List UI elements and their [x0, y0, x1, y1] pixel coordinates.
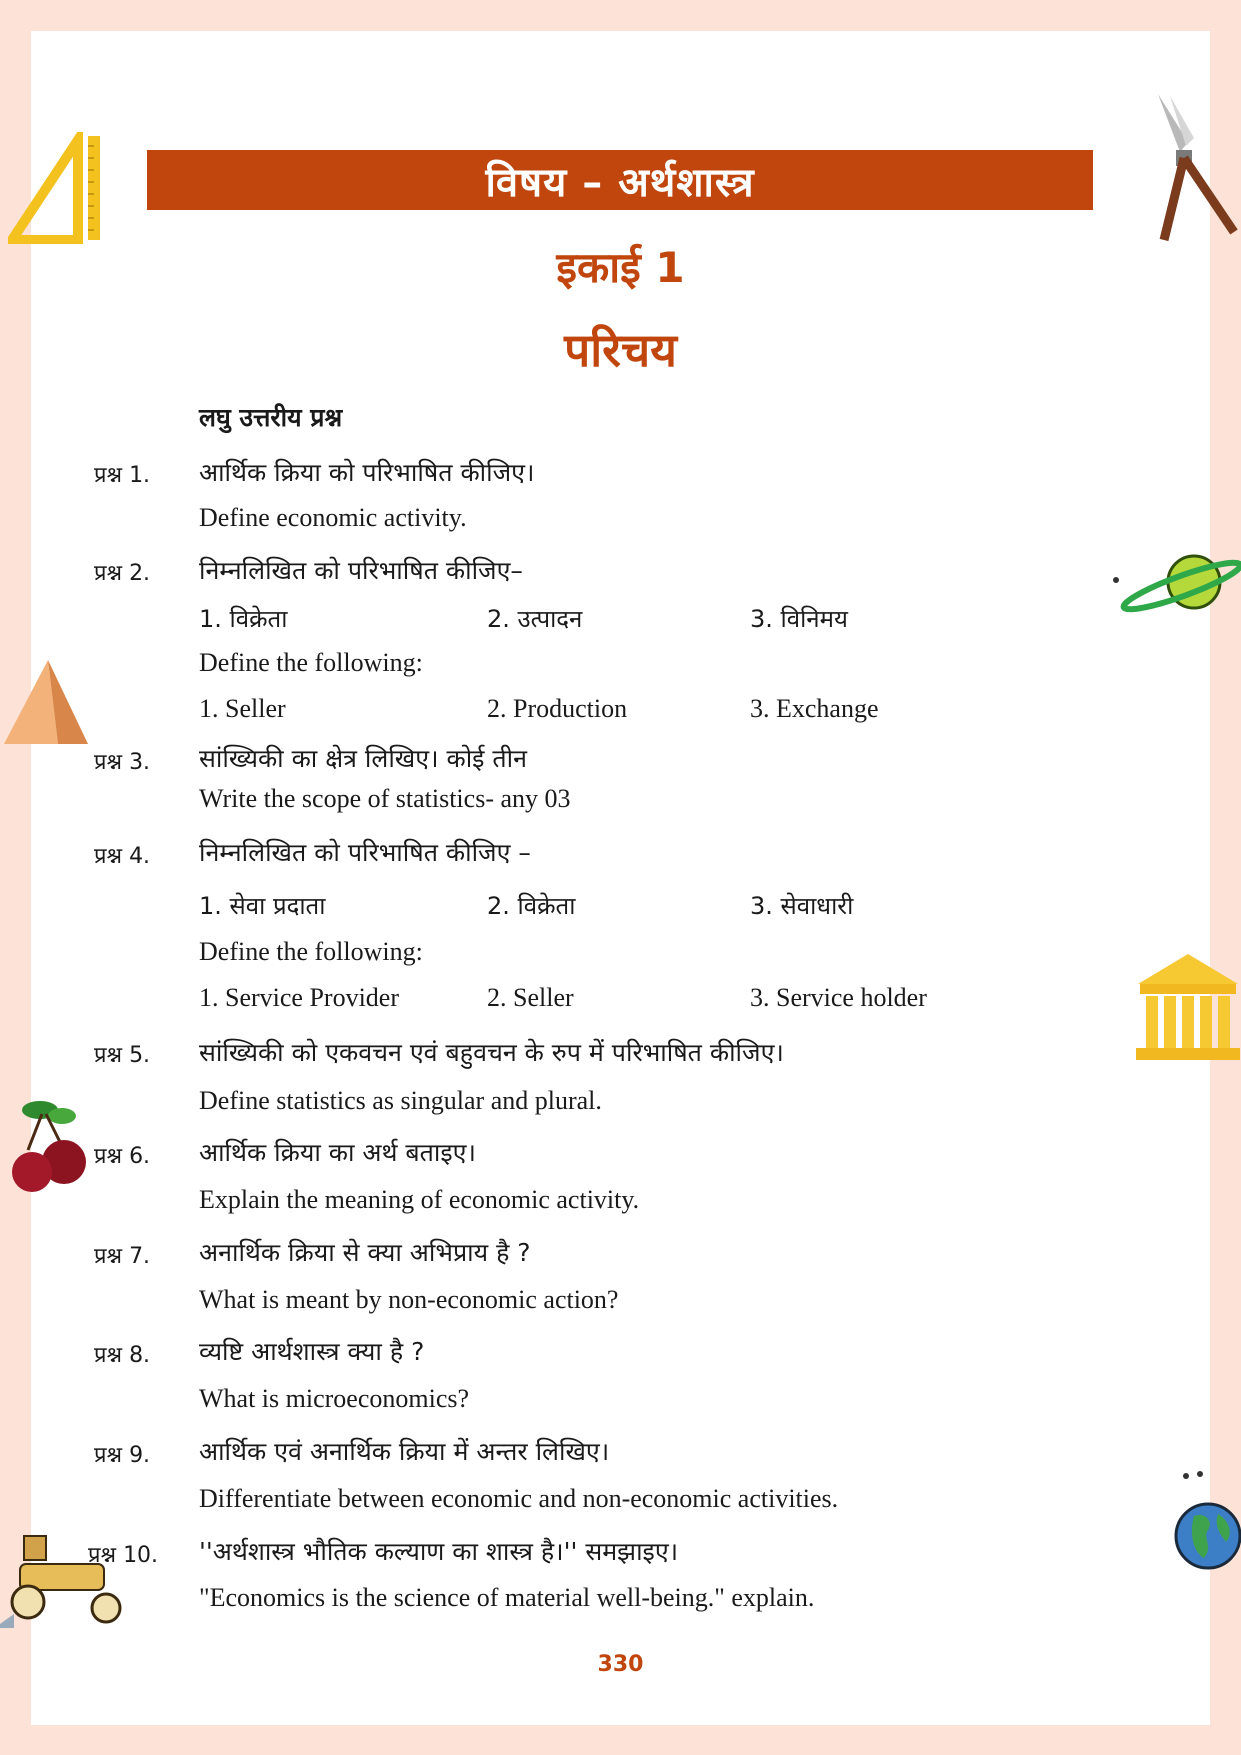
question-label: प्रश्न 8. [94, 1343, 151, 1368]
option-hindi: 3. सेवाधारी [750, 892, 854, 920]
question-english: What is microeconomics? [199, 1384, 470, 1413]
question-hindi: निम्नलिखित को परिभाषित कीजिए – [199, 838, 531, 867]
option-hindi: 1. विक्रेता [199, 605, 288, 633]
option-hindi: 2. विक्रेता [487, 892, 576, 920]
topic-heading: परिचय [564, 323, 677, 377]
question-label: प्रश्न 2. [94, 561, 151, 586]
question-label: प्रश्न 7. [94, 1244, 151, 1269]
option-english: 1. Service Provider [199, 983, 400, 1012]
option-english: 3. Service holder [750, 983, 927, 1012]
option-hindi: 1. सेवा प्रदाता [199, 892, 326, 920]
question-hindi: ''अर्थशास्त्र भौतिक कल्याण का शास्त्र है।'' समझाइए। [199, 1537, 679, 1566]
question-english: Define the following: [199, 648, 423, 677]
section-heading: लघु उत्तरीय प्रश्न [199, 403, 343, 432]
question-english: "Economics is the science of material well-being." explain. [199, 1583, 815, 1612]
question-label: प्रश्न 9. [94, 1443, 151, 1468]
shears-icon [1150, 92, 1241, 244]
option-hindi: 3. विनिमय [750, 605, 848, 633]
question-hindi: अनार्थिक क्रिया से क्या अभिप्राय है ? [199, 1238, 531, 1267]
cherries-icon [6, 1096, 90, 1196]
question-hindi: निम्नलिखित को परिभाषित कीजिए– [199, 556, 523, 585]
question-hindi: आर्थिक एवं अनार्थिक क्रिया में अन्तर लिखिए। [199, 1437, 610, 1466]
question-label: प्रश्न 6. [94, 1144, 151, 1169]
question-english: Write the scope of statistics- any 03 [199, 784, 571, 813]
question-english: Differentiate between economic and non-economic activities. [199, 1484, 839, 1513]
question-hindi: सांख्यिकी को एकवचन एवं बहुवचन के रुप में परिभाषित कीजिए। [199, 1038, 784, 1067]
option-english: 2. Production [487, 694, 628, 723]
option-hindi: 2. उत्पादन [487, 605, 583, 633]
question-english: Define economic activity. [199, 503, 467, 532]
page-number: 330 [597, 1652, 644, 1677]
earth-globe-icon [1174, 1468, 1241, 1572]
question-english: What is meant by non-economic action? [199, 1285, 619, 1314]
unit-heading: इकाई 1 [556, 243, 685, 292]
question-label: प्रश्न 1. [94, 463, 151, 488]
question-label: प्रश्न 5. [94, 1043, 151, 1068]
question-hindi: व्यष्टि आर्थशास्त्र क्या है ? [199, 1337, 425, 1366]
question-english: Define statistics as singular and plural. [199, 1086, 602, 1115]
option-english: 1. Seller [199, 694, 286, 723]
temple-building-icon [1134, 950, 1241, 1064]
question-hindi: आर्थिक क्रिया का अर्थ बताइए। [199, 1138, 476, 1167]
question-label: प्रश्न 10. [88, 1543, 159, 1568]
question-hindi: सांख्यिकी का क्षेत्र लिखिए। कोई तीन [199, 744, 527, 773]
question-label: प्रश्न 4. [94, 844, 151, 869]
question-label: प्रश्न 3. [94, 750, 151, 775]
question-english: Explain the meaning of economic activity. [199, 1185, 640, 1214]
pyramid-icon [2, 656, 90, 748]
option-english: 3. Exchange [750, 694, 879, 723]
set-square-ruler-icon [8, 132, 104, 244]
question-english: Define the following: [199, 937, 423, 966]
subject-title-banner: विषय – अर्थशास्त्र [147, 150, 1093, 210]
option-english: 2. Seller [487, 983, 574, 1012]
question-hindi: आर्थिक क्रिया को परिभाषित कीजिए। [199, 458, 535, 487]
planet-saturn-icon [1112, 548, 1241, 618]
